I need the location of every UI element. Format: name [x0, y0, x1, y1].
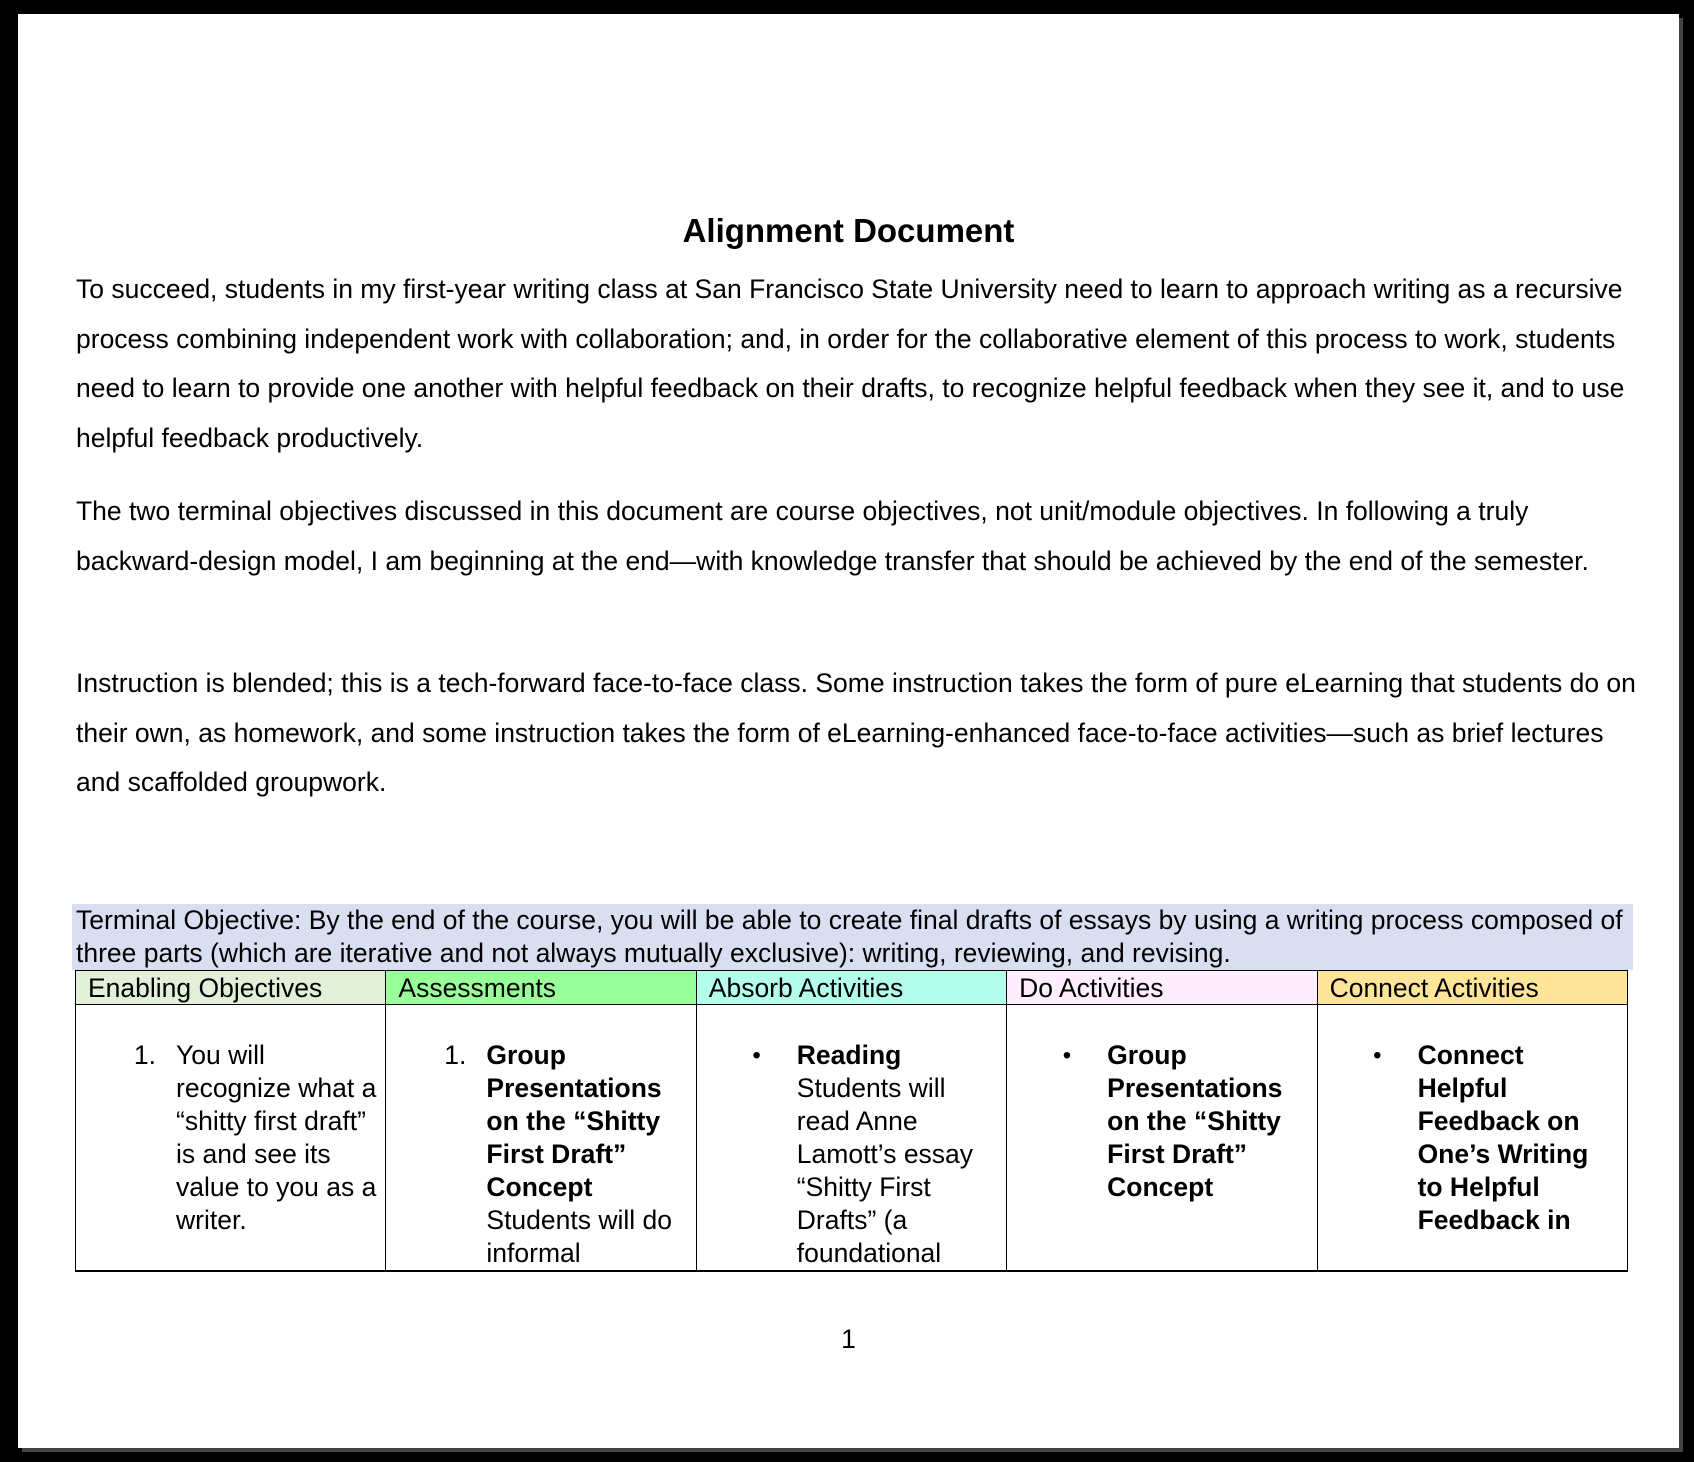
table-cell-assessment — [386, 1005, 696, 1272]
header-assessments: Assessments — [386, 971, 696, 1005]
header-enabling-objectives: Enabling Objectives — [76, 971, 386, 1005]
absorb-activity-text: Students will read Anne Lamott’s essay “Shitty First Drafts” (a foundational — [796, 1073, 974, 1268]
table-cell-absorb-activity — [696, 1005, 1006, 1272]
terminal-objective: Terminal Objective: By the end of the course, you will be able to create final drafts of essays by using a writing process composed of three parts (which are iterative and not always mutually exclusive): writing, reviewing, and revising. — [72, 904, 1633, 970]
assessment-item — [386, 1005, 695, 1270]
do-activity-item — [1007, 1005, 1316, 1204]
bullet-icon: • — [1062, 1042, 1072, 1069]
enabling-objective-item — [76, 1005, 385, 1237]
bullet-icon: • — [752, 1042, 761, 1069]
document-title: Alignment Document — [682, 212, 1015, 249]
do-activity-title: Group Presentations on the “Shitty First Draft” Concept — [1107, 1040, 1283, 1202]
header-absorb-activities: Absorb Activities — [696, 971, 1006, 1005]
list-number: 1. — [444, 1040, 467, 1070]
intro-paragraph: To succeed, students in my first-year writing class at San Francisco State University need to learn to approach writing as a recursive process combining independent work with collaboration; and, in order for the collaborative element of this process to work, students need to learn to provide one another with helpful feedback on their drafts, to recognize helpful feedback when they see it, and to use helpful feedback productively. — [76, 274, 1625, 453]
document-page — [18, 14, 1679, 1448]
absorb-activity-item — [697, 1005, 1006, 1270]
table-cell-connect-activity — [1317, 1005, 1627, 1272]
alignment-table — [75, 970, 1628, 1272]
table-header-row — [76, 971, 1628, 1005]
assessment-text: Students will do informal — [486, 1205, 672, 1268]
objectives-paragraph: The two terminal objectives discussed in this document are course objectives, not unit/module objectives. In following a truly backward-design model, I am beginning at the end—with knowledge transfer that should be achieved by the end of the semester. — [76, 496, 1589, 576]
table-cell-do-activity — [1007, 1005, 1317, 1272]
assessment-title: Group Presentations on the “Shitty First Draft” Concept — [486, 1040, 662, 1202]
instruction-paragraph: Instruction is blended; this is a tech-forward face-to-face class. Some instruction takes the form of pure eLearning that students do on their own, as homework, and some instruction takes the form of eLearning-enhanced face-to-face activities—such as brief lectures and scaffolded groupwork. — [76, 668, 1636, 798]
page-number: 1 — [841, 1324, 856, 1354]
enabling-objective-text: You will recognize what a “shitty first draft” is and see its value to you as a writer. — [176, 1040, 377, 1235]
header-connect-activities: Connect Activities — [1317, 971, 1627, 1005]
list-number: 1. — [133, 1040, 156, 1070]
table-row — [76, 1005, 1628, 1272]
connect-activity-item — [1318, 1005, 1627, 1237]
absorb-activity-title: Reading — [796, 1040, 902, 1070]
connect-activity-title: Connect Helpful Feedback on One’s Writing to Helpful Feedback in — [1417, 1040, 1589, 1235]
bullet-icon: • — [1373, 1042, 1382, 1069]
table-cell-enabling-objective — [76, 1005, 386, 1272]
header-do-activities: Do Activities — [1007, 971, 1317, 1005]
